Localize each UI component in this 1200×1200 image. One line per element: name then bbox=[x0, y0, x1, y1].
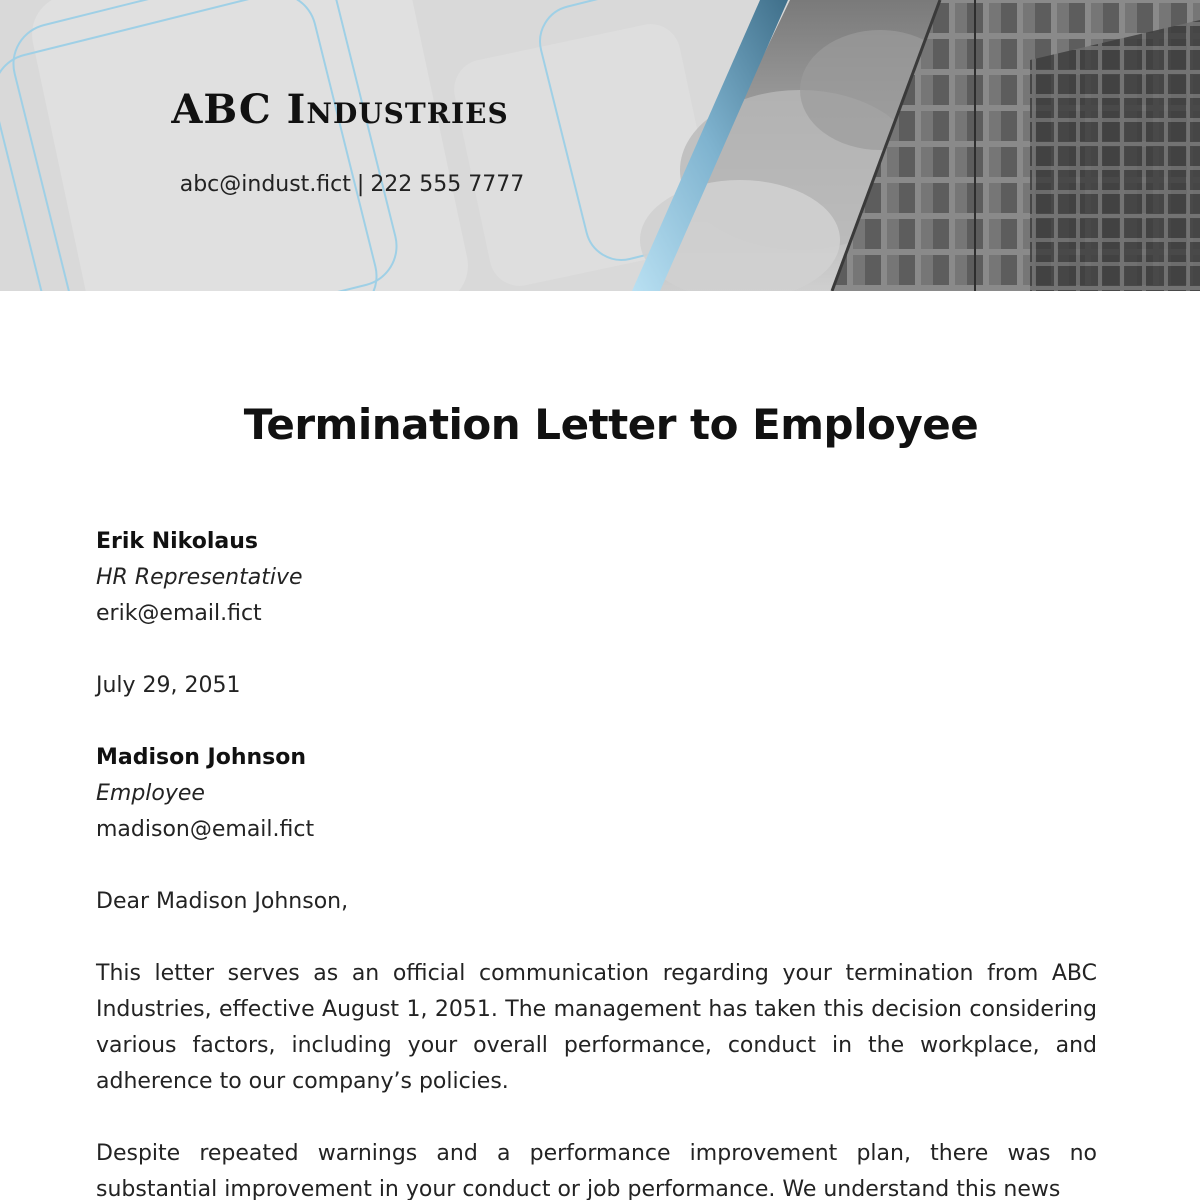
contact-separator: | bbox=[356, 172, 365, 197]
sender-name: Erik Nikolaus bbox=[96, 529, 258, 554]
body-paragraph-2: Despite repeated warnings and a performance improvement plan, there was no substantial improvement in your conduct or job performance. We understand this news bbox=[96, 1141, 1097, 1200]
company-contact bbox=[0, 172, 704, 197]
sender-email: erik@email.fict bbox=[96, 601, 262, 626]
sender-role: HR Representative bbox=[96, 565, 303, 590]
sender-block bbox=[96, 524, 1097, 632]
recipient-email: madison@email.fict bbox=[96, 817, 315, 842]
recipient-name: Madison Johnson bbox=[96, 745, 307, 770]
recipient-block bbox=[96, 740, 1097, 848]
document-title: Termination Letter to Employee bbox=[243, 400, 979, 449]
company-phone: 222 555 7777 bbox=[370, 172, 525, 197]
company-name: ABC Industries bbox=[171, 86, 509, 133]
letter-date: July 29, 2051 bbox=[96, 673, 241, 698]
header-banner bbox=[0, 0, 1200, 291]
banner-graphic bbox=[0, 0, 1200, 291]
recipient-role: Employee bbox=[96, 781, 205, 806]
company-email: abc@indust.fict bbox=[179, 172, 351, 197]
body-paragraph-1: This letter serves as an official communication regarding your termination from ABC Industries, effective August 1, 2051. The management has taken this decision considering various factors, including your overall performance, conduct in the workplace, and adherence to our company’s policies. bbox=[96, 961, 1097, 1094]
salutation: Dear Madison Johnson, bbox=[96, 889, 349, 914]
letter-body bbox=[96, 524, 1097, 1200]
